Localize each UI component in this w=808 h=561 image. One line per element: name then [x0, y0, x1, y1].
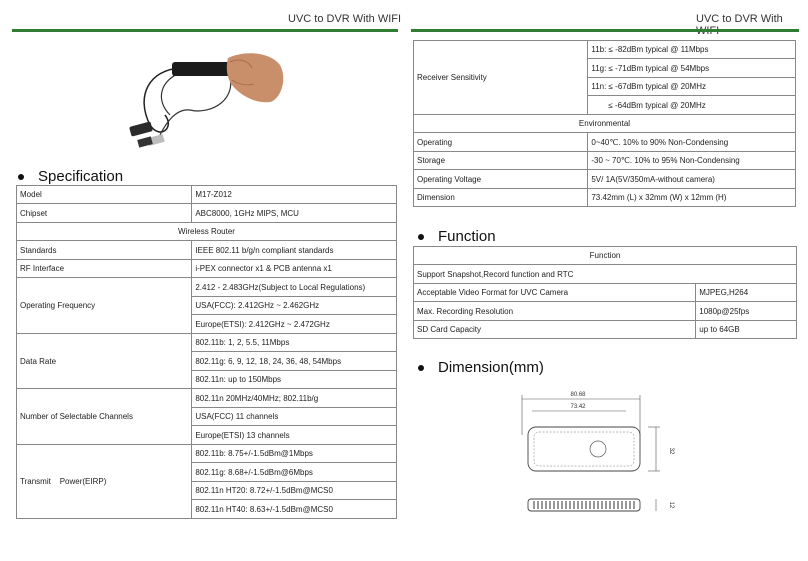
function-label: Acceptable Video Format for UVC Camera [414, 284, 696, 302]
spec-value: 802.11g: 6, 9, 12, 18, 24, 36, 48, 54Mbps [192, 352, 397, 371]
table-row [414, 41, 796, 59]
spec-label: Model [17, 186, 192, 204]
spec-label: Standards [17, 241, 192, 260]
function-table [413, 246, 797, 339]
device-outline-top [528, 427, 640, 471]
table-row [17, 445, 397, 463]
table-row [414, 115, 796, 133]
function-value: up to 64GB [696, 321, 797, 339]
bullet-icon [418, 234, 424, 240]
table-row [414, 302, 797, 321]
dimension-label: Dimension(mm) [438, 359, 544, 376]
spec-value: 802.11b: 1, 2, 5.5, 11Mbps [192, 334, 397, 352]
spec-label: Data Rate [17, 334, 192, 389]
function-value: MJPEG,H264 [696, 284, 797, 302]
spec-value: ≤ -64dBm typical @ 20MHz [588, 96, 796, 115]
table-row [17, 389, 397, 408]
spec-label: Number of Selectable Channels [17, 389, 192, 445]
table-row [414, 133, 796, 152]
bullet-icon [18, 174, 24, 180]
spec-value: 802.11n HT40: 8.63+/-1.5dBm@MCS0 [192, 500, 397, 519]
specification-table [16, 185, 397, 519]
spec-value: 802.11n 20MHz/40MHz; 802.11b/g [192, 389, 397, 408]
spec-label: Transmit Power(EIRP) [17, 445, 192, 519]
dimension-width-outer: 80.68 [570, 392, 586, 398]
table-row [17, 278, 397, 297]
spec-value: M17-Z012 [192, 186, 397, 204]
spec-label: Storage [414, 152, 588, 170]
spec-value: 802.11n: up to 150Mbps [192, 371, 397, 389]
dimension-height: 32 [668, 447, 674, 455]
spec-value: 11b: ≤ -82dBm typical @ 11Mbps [588, 41, 796, 59]
table-row [414, 170, 796, 189]
table-row [414, 284, 797, 302]
spec-value: 802.11b: 8.75+/-1.5dBm@1Mbps [192, 445, 397, 463]
wireless-router-header: Wireless Router [17, 223, 397, 241]
specification-label: Specification [38, 168, 124, 185]
table-row [414, 321, 797, 339]
bullet-icon [418, 365, 424, 371]
table-row [17, 334, 397, 352]
spec-label: Dimension [414, 189, 588, 207]
environmental-header: Environmental [414, 115, 796, 133]
dimension-heading [418, 359, 544, 376]
function-value: 1080p@25fps [696, 302, 797, 321]
right-header-rule [411, 29, 799, 32]
function-label: Function [438, 228, 496, 245]
spec-value: USA(FCC): 2.412GHz ~ 2.462GHz [192, 297, 397, 315]
left-header-rule [12, 29, 398, 32]
spec-value: Europe(ETSI) 13 channels [192, 426, 397, 445]
table-row [17, 260, 397, 278]
table-row [17, 241, 397, 260]
function-label: Max. Recording Resolution [414, 302, 696, 321]
specification-heading [18, 168, 123, 185]
spec-label: Receiver Sensitivity [414, 41, 588, 115]
table-row [414, 247, 797, 265]
specification-table-continued [413, 40, 796, 207]
spec-value: Europe(ETSI): 2.412GHz ~ 2.472GHz [192, 315, 397, 334]
table-row [17, 223, 397, 241]
function-heading [418, 228, 496, 245]
spec-value: 11n: ≤ -67dBm typical @ 20MHz [588, 78, 796, 96]
spec-value: 0~40℃. 10% to 90% Non-Condensing [588, 133, 796, 152]
spec-value: 802.11n HT20: 8.72+/-1.5dBm@MCS0 [192, 482, 397, 500]
spec-value: ABC8000, 1GHz MIPS, MCU [192, 204, 397, 223]
table-row [17, 204, 397, 223]
spec-value: USA(FCC) 11 channels [192, 408, 397, 426]
spec-value: -30 ~ 70℃. 10% to 95% Non-Condensing [588, 152, 796, 170]
table-row [414, 189, 796, 207]
spec-value: 2.412 - 2.483GHz(Subject to Local Regulations) [192, 278, 397, 297]
dimension-drawing [510, 385, 690, 525]
function-table-header: Function [414, 247, 797, 265]
table-row [414, 152, 796, 170]
spec-label: Operating Voltage [414, 170, 588, 189]
function-value: Support Snapshot,Record function and RTC [414, 265, 797, 284]
right-header-title: UVC to DVR With [696, 13, 783, 25]
left-header-title: UVC to DVR With WIFI [288, 13, 402, 25]
spec-value: i-PEX connector x1 & PCB antenna x1 [192, 260, 397, 278]
spec-value: IEEE 802.11 b/g/n compliant standards [192, 241, 397, 260]
spec-value: 5V/ 1A(5V/350mA-without camera) [588, 170, 796, 189]
spec-value: 11g: ≤ -71dBm typical @ 54Mbps [588, 59, 796, 78]
dimension-thickness: 12 [668, 501, 674, 509]
device-outline-side [528, 499, 640, 511]
spec-label: Operating [414, 133, 588, 152]
spec-label: Operating Frequency [17, 278, 192, 334]
table-row [17, 186, 397, 204]
product-photo [120, 40, 290, 155]
table-row [414, 265, 797, 284]
spec-value: 73.42mm (L) x 32mm (W) x 12mm (H) [588, 189, 796, 207]
dimension-width-inner: 73.42 [570, 404, 586, 410]
spec-label: RF Interface [17, 260, 192, 278]
spec-label: Chipset [17, 204, 192, 223]
function-label: SD Card Capacity [414, 321, 696, 339]
spec-value: 802.11g: 8.68+/-1.5dBm@6Mbps [192, 463, 397, 482]
